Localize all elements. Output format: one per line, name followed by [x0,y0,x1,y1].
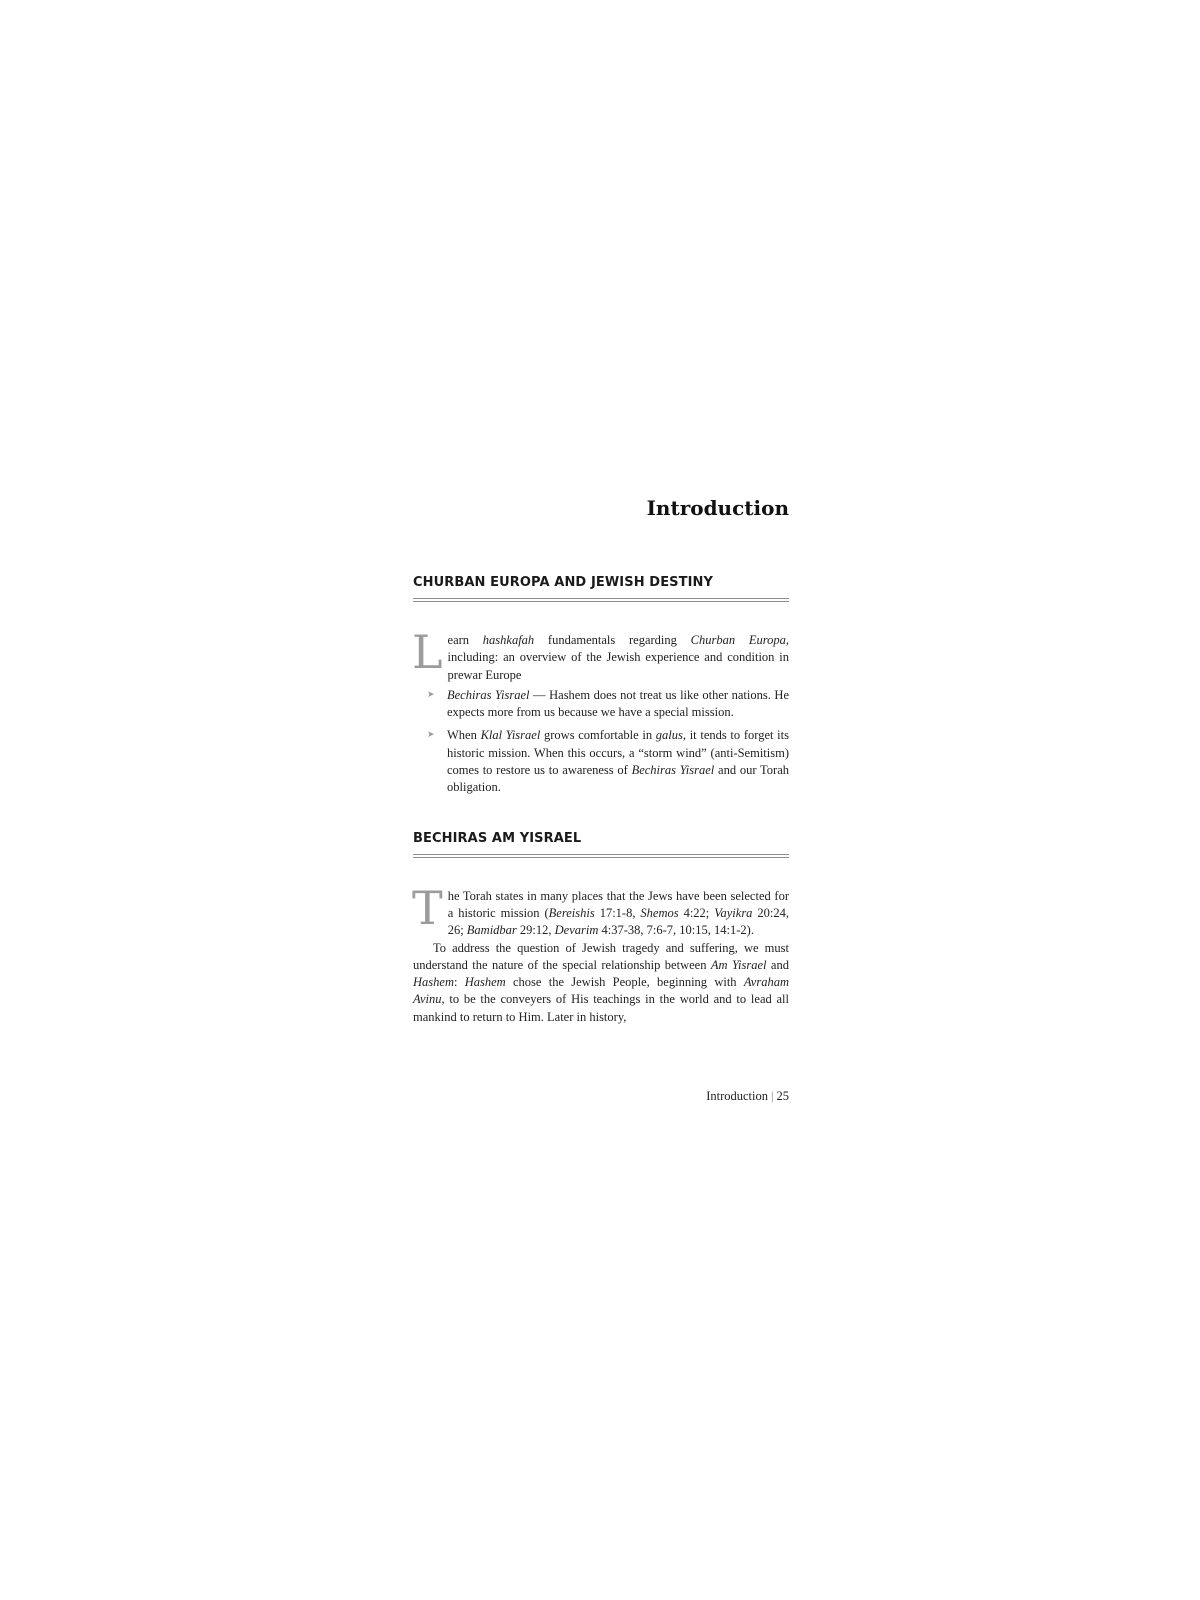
italic-term: Hashem [464,975,506,990]
body-paragraph [413,940,789,1026]
text-run: 29:12, [516,923,555,938]
italic-term: Bechiras Yisrael [631,763,715,778]
italic-term: Vayikra [714,905,753,920]
italic-term: Hashem [413,975,454,990]
text-run: , to be the conveyers of His teachings in the world and to lead all mankind to return to Him. Later in history, [413,992,789,1024]
italic-term: Bamidbar [466,923,517,938]
bullet-item [427,687,789,722]
text-run: 4:37-38, 7:6-7, 10:15, 14:1-2). [598,923,754,938]
section-heading-bechiras-am-yisrael: BECHIRAS AM YISRAEL [413,830,789,858]
text-block [413,488,789,1026]
text-run: 4:22; [678,905,715,920]
text-run: To address the question of Jewish tragedy and suffering, we must understand the nature of the special relationship between [413,940,789,972]
text-run: earn [447,633,483,647]
page-number: 25 [776,1089,789,1103]
text-run: 17:1-8, [594,905,641,920]
text-run: he Torah states in many places that the Jews have been selected for a historic mission ( [447,888,789,920]
italic-term: Am Yisrael [710,957,767,972]
bullet-list [413,687,789,797]
text-run: chose the Jewish People, beginning with [505,975,744,990]
italic-term: Bechiras Yisrael [447,687,530,702]
italic-term: galus [655,728,683,743]
running-head: Introduction [706,1089,768,1103]
italic-term: Avraham Avinu [413,975,789,1007]
drop-cap: L [412,625,443,679]
italic-term: hashkafah [482,633,535,647]
text-run: including: an overview of the Jewish experience and condition in prewar Europe [447,650,789,682]
lead-paragraph [412,880,789,940]
text-run: fundamentals regarding [534,633,691,647]
text-run: grows comfortable in [540,728,656,743]
text-run: : [453,975,465,990]
italic-term: Devarim [554,923,599,938]
arrowhead-bullet-icon: ➤ [427,689,435,700]
italic-term: Klal Yisrael [480,728,541,743]
chapter-title: Introduction [646,496,789,520]
italic-term: Bereishis [548,905,595,920]
footer-separator: | [770,1089,774,1103]
italic-term: Churban Europa, [690,633,789,647]
text-run: , it tends to forget its historic mission. When this occurs, a “storm wind” (anti-Semitism) comes to restore us to awareness of [447,728,789,778]
italic-term: Shemos [640,905,679,920]
bullet-item [427,727,789,796]
text-run: and [766,957,789,972]
drop-cap: T [412,880,443,935]
page-footer [413,1088,789,1104]
text-run: and our Torah obligation. [447,763,789,795]
section-heading-churban-europa: CHURBAN EUROPA AND JEWISH DESTINY [413,574,789,602]
text-run: When [447,728,481,743]
text-run: — Hashem does not treat us like other nations. He expects more from us because we have a special mission. [447,687,789,720]
intro-paragraph [412,625,789,684]
text-run: 20:24, 26; [447,905,789,938]
arrowhead-bullet-icon: ➤ [427,730,435,741]
